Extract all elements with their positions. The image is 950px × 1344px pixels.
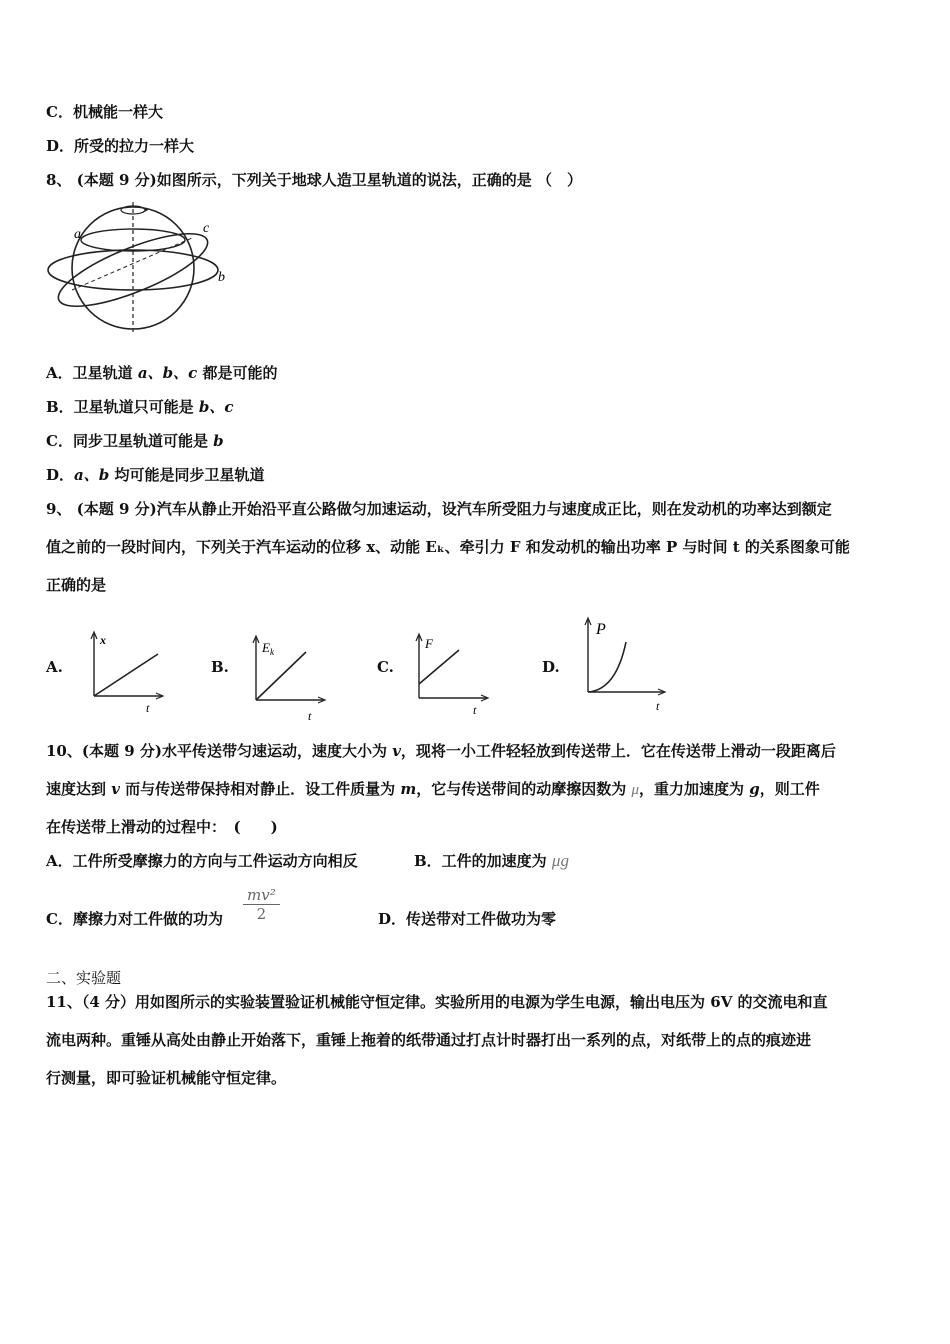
q9-graph-a-label: A. xyxy=(46,658,63,676)
graph-d-xlabel: t xyxy=(656,699,660,713)
q10-stem-line1: 10、(本题 9 分)水平传送带匀速运动，速度大小为 v，现将一小工件轻轻放到传送带上．它在传送带上滑动一段距离后 xyxy=(46,742,836,760)
graph-b-xlabel: t xyxy=(308,709,312,723)
q11-stem-line2: 流电两种。重锤从高处由静止开始落下，重锤上拖着的纸带通过打点计时器打出一系列的点，对纸带上的点的痕迹进 xyxy=(46,1031,812,1049)
q8-option-d: D．a、b 均可能是同步卫星轨道 xyxy=(46,466,265,484)
satellite-orbit-figure xyxy=(40,198,240,336)
q9-stem-line1: 9、 (本题 9 分)汽车从静止开始沿平直公路做匀加速运动，设汽车所受阻力与速度成正比，则在发动机的功率达到额定 xyxy=(46,500,832,518)
q9-graph-d-label: D. xyxy=(542,658,560,676)
orbit-label-b: b xyxy=(218,270,225,285)
q8-stem: 8、 (本题 9 分)如图所示，下列关于地球人造卫星轨道的说法，正确的是 （ ） xyxy=(46,171,582,189)
q10-stem-line2: 速度达到 v 而与传送带保持相对静止．设工件质量为 m，它与传送带间的动摩擦因数为 μ，重力加速度为 g，则工件 xyxy=(46,780,820,798)
q9-graph-b xyxy=(242,630,334,724)
q10-option-c: C．摩擦力对工件做的功为 xyxy=(46,910,223,928)
q10-option-d: D．传送带对工件做功为零 xyxy=(378,910,557,928)
graph-d-ylabel: P xyxy=(596,621,606,638)
q10-option-a: A．工件所受摩擦力的方向与工件运动方向相反 xyxy=(46,852,358,870)
q10-option-c-fraction: $\frac{\text{mv²}}{2}$ xyxy=(243,886,280,923)
orbit-label-c: c xyxy=(203,221,210,236)
q8-option-b: B．卫星轨道只可能是 b、c xyxy=(46,398,234,416)
section-2-title: 二、实验题 xyxy=(46,969,122,987)
q9-graph-c-label: C. xyxy=(377,658,394,676)
q10-option-b: B．工件的加速度为 μg xyxy=(414,851,569,870)
graph-c-xlabel: t xyxy=(473,703,477,717)
q11-stem-line3: 行测量，即可验证机械能守恒定律。 xyxy=(46,1069,287,1087)
q7-option-d: D．所受的拉力一样大 xyxy=(46,137,195,155)
q9-graph-b-label: B. xyxy=(211,658,229,676)
q8-option-c: C．同步卫星轨道可能是 b xyxy=(46,432,224,450)
q10-stem-line3: 在传送带上滑动的过程中： ( ) xyxy=(46,818,278,836)
q9-stem-line2: 值之前的一段时间内，下列关于汽车运动的位移 x、动能 Eₖ、牵引力 F 和发动机的输出功率 P 与时间 t 的关系图象可能 xyxy=(46,538,850,556)
orbit-label-a: a xyxy=(74,227,81,242)
graph-b-ylabel: $E_k$ xyxy=(262,640,274,657)
q9-graph-d xyxy=(574,612,674,716)
graph-a-ylabel: x xyxy=(100,633,106,647)
graph-a-xlabel: t xyxy=(146,701,150,715)
graph-c-ylabel: F xyxy=(425,636,433,651)
q7-option-c: C．机械能一样大 xyxy=(46,103,163,121)
q11-stem-line1: 11、（4 分）用如图所示的实验装置验证机械能守恒定律。实验所用的电源为学生电源，输出电压为 6V 的交流电和直 xyxy=(46,993,828,1011)
q9-graph-c xyxy=(405,628,497,720)
q9-stem-line3: 正确的是 xyxy=(46,576,107,594)
q9-graph-a xyxy=(80,628,172,718)
q8-option-a: A．卫星轨道 a、b、c 都是可能的 xyxy=(46,364,278,382)
